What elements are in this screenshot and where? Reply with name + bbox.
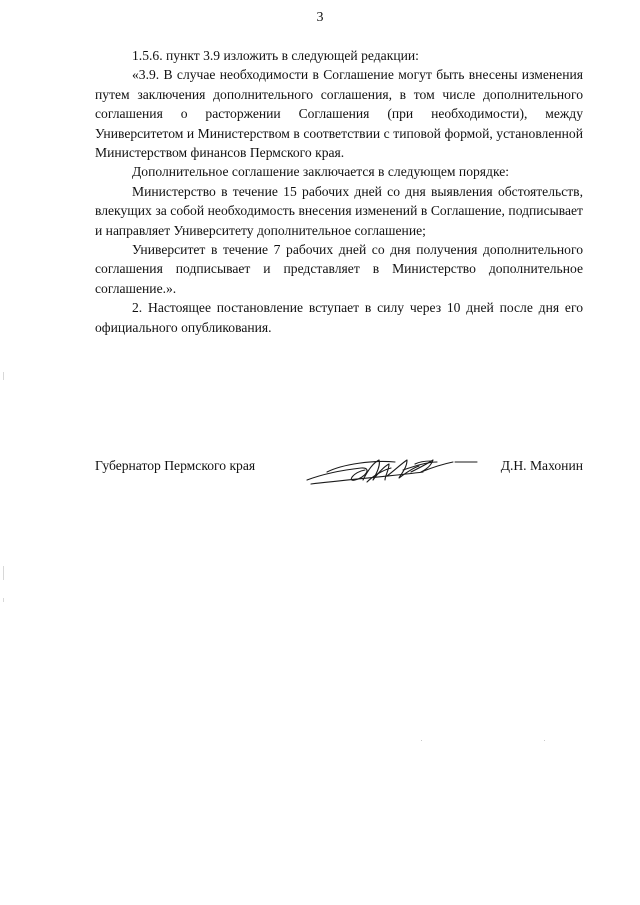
- scan-edge-mark: [3, 598, 4, 602]
- scan-edge-mark: [3, 372, 4, 380]
- paragraph-ministry-duty: Министерство в течение 15 рабочих дней со дня выявления обстоятельств, влекущих за собой необходимость внесения изменений в Соглашение, подписывает и направляет Университету дополнительное соглашение;: [95, 183, 583, 238]
- paragraph-procedure-intro: Дополнительное соглашение заключается в следующем порядке:: [132, 164, 510, 180]
- paragraph-clause-3-9: «3.9. В случае необходимости в Соглашение могут быть внесены изменения путем заключения дополнительного соглашения, в том числе дополнительного соглашения о расторжении Соглашения (при необходимости), между Университетом и Министерством в соответствии с типовой формой, установленной Министерством финансов Пермского края.: [95, 67, 583, 161]
- handwritten-signature: [303, 450, 479, 490]
- paragraph-university-duty: Университет в течение 7 рабочих дней со дня получения дополнительного соглашения подписывает и представляет в Министерство дополнительное соглашение.».: [95, 242, 583, 296]
- signature-block: [95, 450, 583, 490]
- signatory-position: Губернатор Пермского края: [95, 458, 256, 473]
- scan-edge-mark: [3, 566, 4, 580]
- scan-speck: [421, 740, 422, 741]
- page-number: 3: [316, 10, 324, 25]
- paragraph-amendment-intro: 1.5.6. пункт 3.9 изложить в следующей редакции:: [132, 48, 419, 63]
- paragraph-entry-into-force: 2. Настоящее постановление вступает в силу через 10 дней после дня его официального опубликования.: [95, 300, 583, 335]
- scan-speck: [544, 740, 545, 741]
- signatory-name: Д.Н. Махонин: [500, 458, 583, 473]
- document-body: [95, 46, 583, 337]
